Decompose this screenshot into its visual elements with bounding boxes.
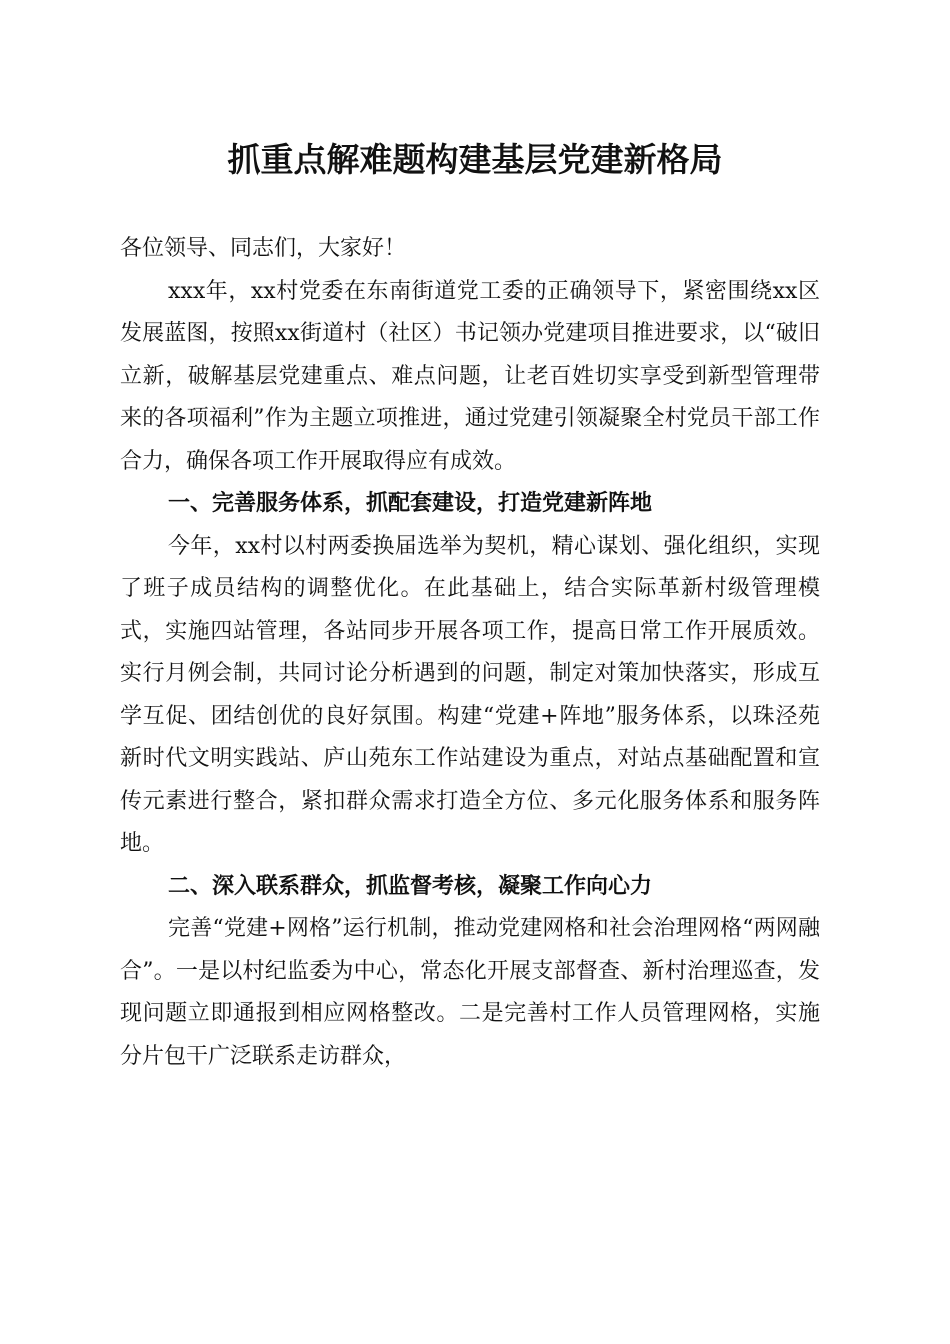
section-2-paragraph: 完善“党建+网格”运行机制，推动党建网格和社会治理网格“两网融合”。一是以村纪监委为中心，常态化开展支部督查、新村治理巡查，发现问题立即通报到相应网格整改。二是完善村工作人员管理网格，实施分片包干广泛联系走访群众， (120, 916, 820, 1069)
document-body (120, 228, 820, 1078)
intro-paragraph: xxx年，xx村党委在东南街道党工委的正确领导下，紧密围绕xx区发展蓝图，按照xx街道村（社区）书记领办党建项目推进要求，以“破旧立新，破解基层党建重点、难点问题，让老百姓切实享受到新型管理带来的各项福利”作为主题立项推进，通过党建引领凝聚全村党员干部工作合力，确保各项工作开展取得应有成效。 (120, 278, 820, 474)
greeting: 各位领导、同志们，大家好！ (120, 236, 407, 261)
document-title: 抓重点解难题构建基层党建新格局 (227, 140, 723, 179)
section-heading-1: 一、完善服务体系，抓配套建设，打造党建新阵地 (168, 491, 653, 516)
section-heading-2: 二、深入联系群众，抓监督考核，凝聚工作向心力 (168, 873, 653, 899)
section-1-paragraph: 今年，xx村以村两委换届选举为契机，精心谋划、强化组织，实现了班子成员结构的调整优化。在此基础上，结合实际革新村级管理模式，实施四站管理，各站同步开展各项工作，提高日常工作开展质效。实行月例会制，共同讨论分析遇到的问题，制定对策加快落实，形成互学互促、团结创优的良好氛围。构建“党建+阵地”服务体系，以珠泾苑新时代文明实践站、庐山苑东工作站建设为重点，对站点基础配置和宣传元素进行整合，紧扣群众需求打造全方位、多元化服务体系和服务阵地。 (120, 533, 820, 856)
